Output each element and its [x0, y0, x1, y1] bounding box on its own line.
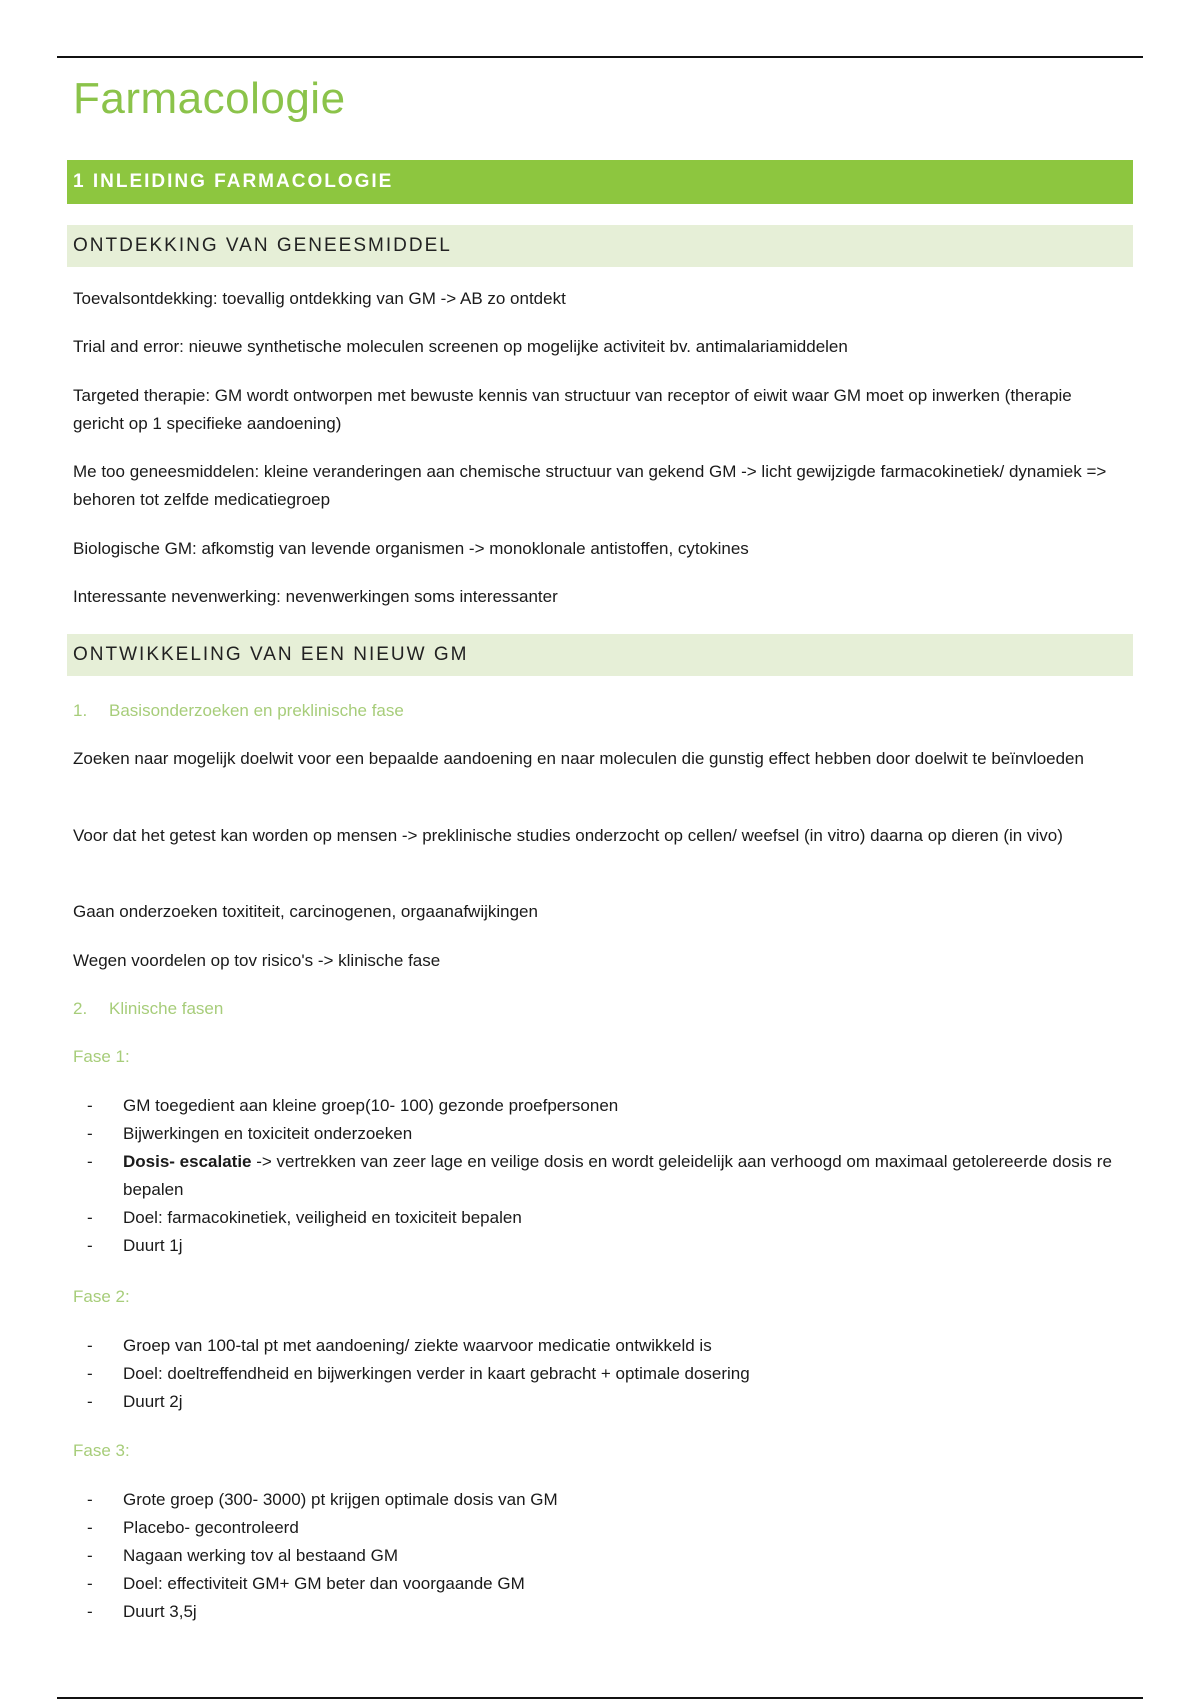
- paragraph: Biologische GM: afkomstig van levende organismen -> monoklonale antistoffen, cytokines: [73, 539, 749, 558]
- list-item: - Dosis- escalatie -> vertrekken van zeer lage en veilige dosis en wordt geleidelijk aan verhoogd om maximaal getolereerde dosis re bepalen: [87, 1152, 1112, 1199]
- list-item: - Placebo- gecontroleerd: [87, 1518, 299, 1537]
- fase-2-label: Fase 2:: [73, 1287, 130, 1306]
- paragraph: Gaan onderzoeken toxititeit, carcinogenen, orgaanafwijkingen: [73, 902, 538, 921]
- list-item: - Nagaan werking tov al bestaand GM: [87, 1546, 398, 1565]
- subheading-number: 2.: [73, 999, 88, 1018]
- subheading-number: 1.: [73, 701, 88, 720]
- list-item: - GM toegedient aan kleine groep(10- 100) gezonde proefpersonen: [87, 1096, 619, 1115]
- subheading-klinische-fasen: [73, 995, 1123, 1023]
- chapter-heading: 1 INLEIDING FARMACOLOGIE: [67, 160, 1133, 204]
- top-rule: [57, 56, 1143, 58]
- subheading-basisonderzoeken: [73, 697, 1123, 725]
- list-item: - Duurt 2j: [87, 1392, 183, 1411]
- list-item: - Groep van 100-tal pt met aandoening/ ziekte waarvoor medicatie ontwikkeld is: [87, 1336, 712, 1355]
- paragraph: Trial and error: nieuwe synthetische moleculen screenen op mogelijke activiteit bv. antimalariamiddelen: [73, 337, 848, 356]
- paragraph: Wegen voordelen op tov risico's -> klinische fase: [73, 951, 441, 970]
- list-item: - Doel: farmacokinetiek, veiligheid en toxiciteit bepalen: [87, 1208, 522, 1227]
- subheading-title: Klinische fasen: [109, 999, 224, 1018]
- paragraph: Zoeken naar mogelijk doelwit voor een bepaalde aandoening en naar moleculen die gunstig effect hebben door doelwit te beïnvloeden: [73, 749, 1084, 768]
- paragraph: Toevalsontdekking: toevallig ontdekking van GM -> AB zo ontdekt: [73, 289, 566, 308]
- list-item: - Duurt 1j: [87, 1236, 183, 1255]
- paragraph: Targeted therapie: GM wordt ontworpen met bewuste kennis van structuur van receptor of eiwit waar GM moet op inwerken (therapie gericht op 1 specifieke aandoening): [73, 386, 1072, 433]
- fase-1-label: Fase 1:: [73, 1047, 130, 1066]
- bottom-rule: [57, 1697, 1143, 1699]
- list-item: - Doel: doeltreffendheid en bijwerkingen verder in kaart gebracht + optimale dosering: [87, 1364, 750, 1383]
- section-heading-ontwikkeling: ONTWIKKELING VAN EEN NIEUW GM: [67, 634, 1133, 676]
- bold-term: Dosis- escalatie: [123, 1152, 252, 1171]
- list-item: - Doel: effectiviteit GM+ GM beter dan voorgaande GM: [87, 1574, 525, 1593]
- list-item: - Duurt 3,5j: [87, 1602, 197, 1621]
- paragraph: Voor dat het getest kan worden op mensen -> preklinische studies onderzocht op cellen/ weefsel (in vitro) daarna op dieren (in vivo): [73, 826, 1063, 845]
- list-item: - Bijwerkingen en toxiciteit onderzoeken: [87, 1124, 413, 1143]
- list-item: - Grote groep (300- 3000) pt krijgen optimale dosis van GM: [87, 1490, 558, 1509]
- subheading-title: Basisonderzoeken en preklinische fase: [109, 701, 404, 720]
- document-title: Farmacologie: [73, 74, 346, 123]
- paragraph: Interessante nevenwerking: nevenwerkingen soms interessanter: [73, 587, 558, 606]
- paragraph: Me too geneesmiddelen: kleine veranderingen aan chemische structuur van gekend GM -> licht gewijzigde farmacokinetiek/ dynamiek => behoren tot zelfde medicatiegroep: [73, 462, 1107, 509]
- section-heading-ontdekking: ONTDEKKING VAN GENEESMIDDEL: [67, 225, 1133, 267]
- fase-3-label: Fase 3:: [73, 1441, 130, 1460]
